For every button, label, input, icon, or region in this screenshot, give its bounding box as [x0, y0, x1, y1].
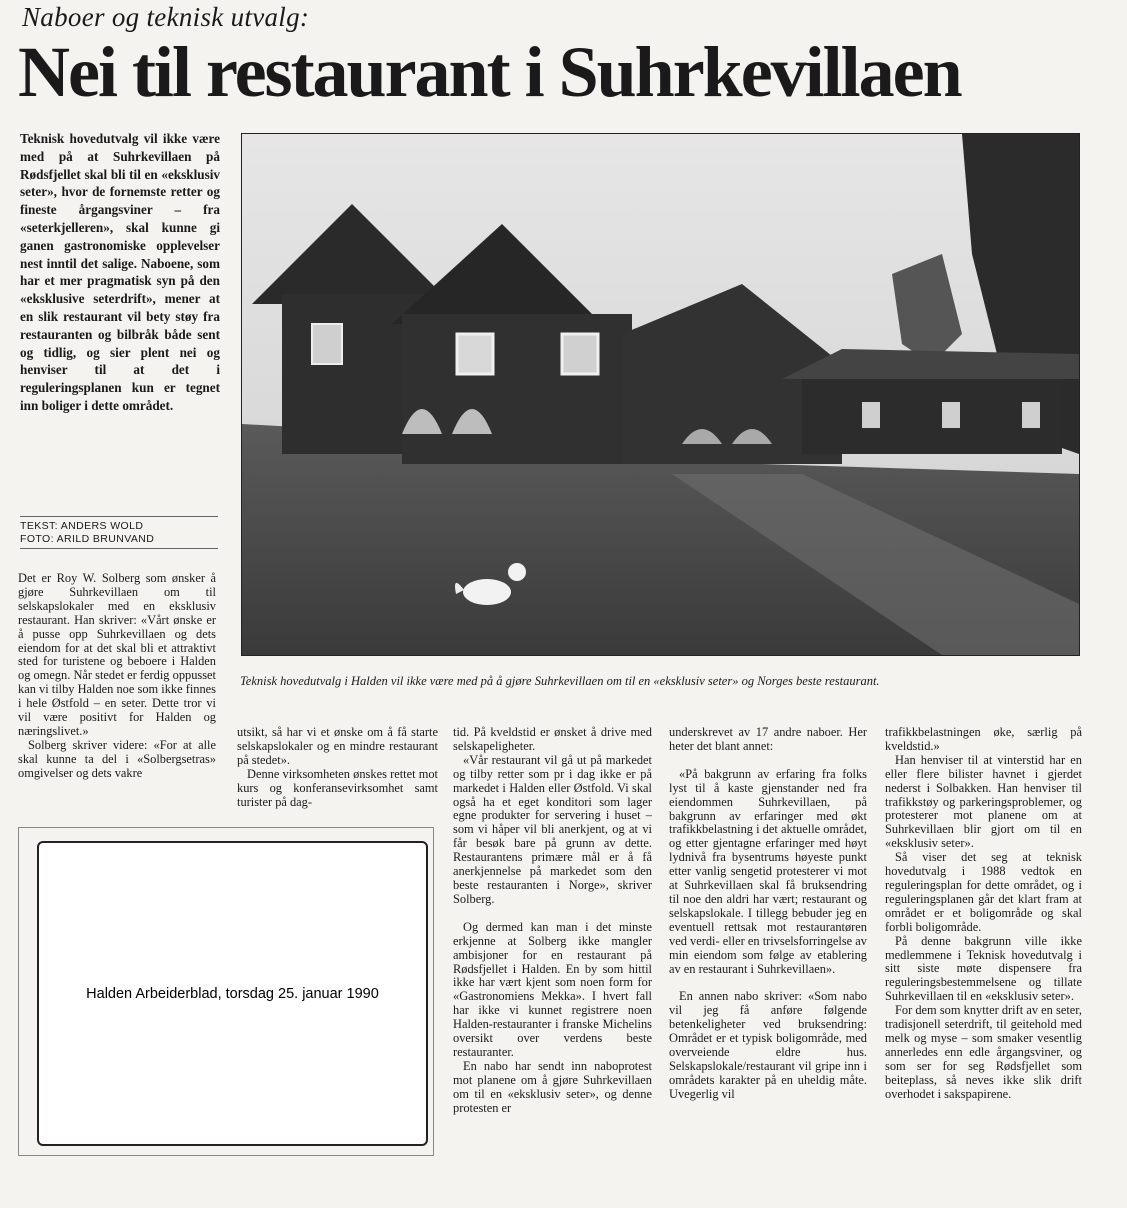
- kicker: Naboer og teknisk utvalg:: [22, 2, 310, 32]
- column-5: [885, 726, 1082, 1101]
- paragraph: underskrevet av 17 andre naboer. Her heter det blant annet:: [669, 725, 867, 753]
- paragraph: «Vår restaurant vil gå ut på markedet og tilby retter som pr i dag ikke er på markedet i Halden eller Østfold. Vi skal også ha et eget konditori som lager egne produkter for servering i huset – som vi håper vil bli anerkjent, og at vi får besøk bare på grunn av dette. Restaurantens primære mål er å få anerkjennelse på markedet som den beste restauranten i Norge», skriver Solberg.: [453, 752, 652, 906]
- paragraph: Så viser det seg at teknisk hovedutvalg i 1988 vedtok en reguleringsplan for dette området, og i reguleringsplanen går det klart fram at området er et boligområde og skal forbli boligområde.: [885, 850, 1082, 934]
- paragraph: trafikkbelastningen øke, særlig på kveldstid.»: [885, 725, 1082, 753]
- ingress: Teknisk hovedutvalg vil ikke være med på at Suhrkevillaen på Rødsfjellet skal bli til en «eksklusiv seter», hvor de fornemste retter og fineste årgangsviner – fra «seterkjelleren», skal kunne gi ganen gastronomiske opplevelser nest inntil det salige. Naboene, som har et mer pragmatisk syn på den «eksklusive seterdrift», mener at en slik restaurant vil bety støy fra restauranten og bilbråk både sent og tidlig, og sier plent nei og henviser til at det i reguleringsplanen kun er tegnet inn boliger i dette området.: [20, 131, 220, 413]
- paragraph: tid. På kveldstid er ønsket å drive med selskapeligheter.: [453, 725, 652, 753]
- paragraph: utsikt, så har vi et ønske om å få starte selskapslokaler og en mindre restaurant på stedet».: [237, 725, 438, 767]
- byline: [20, 516, 218, 549]
- paragraph: Det er Roy W. Solberg som ønsker å gjøre Suhrkevillaen om til selskapslokaler med en eksklusiv restaurant. Han skriver: «Vårt ønske er å pusse opp Suhrkevillaen og dets eiendom for at det skal bli et attraktivt sted for turistene og beboere i Halden og omegn. Når stedet er ferdig oppusset kan vi tilby Halden noe som ikke finnes i hele Østfold – en seter. Dette tror vi vil være positivt for Halden og næringslivet.»: [18, 571, 216, 738]
- villa-photo: [241, 133, 1080, 656]
- paragraph: En annen nabo skriver: «Som nabo vil jeg få anføre følgende betenkeligheter ved bruksendring: Området er et typisk boligområde, med overveiende eldre hus. Selskapslokale/restaurant vil gripe inn i områdets karakter på en uheldig måte. Uvegerlig vil: [669, 989, 867, 1101]
- column-4: [669, 726, 867, 1102]
- byline-text: TEKST: ANDERS WOLD: [20, 520, 144, 532]
- byline-photo: FOTO: ARILD BRUNVAND: [20, 533, 155, 545]
- column-1: [18, 572, 216, 781]
- paragraph: På denne bakgrunn ville ikke medlemmene i Teknisk hovedutvalg i sitt siste møte dispensere fra reguleringsbestemmelsene og tillate Suhrkevillaen til en «eksklusiv seter».: [885, 933, 1082, 1004]
- paragraph: Solberg skriver videre: «For at alle skal kunne ta del i «Solbergsetras» omgivelser og dets vakre: [18, 737, 216, 780]
- photo-caption: Teknisk hovedutvalg i Halden vil ikke være med på å gjøre Suhrkevillaen om til en «eksklusiv seter» og Norges beste restaurant.: [240, 674, 880, 688]
- source-note-box: [37, 841, 428, 1146]
- column-2: [237, 726, 438, 809]
- paragraph: Og dermed kan man i det minste erkjenne at Solberg ikke mangler ambisjoner for en restaurant på Rødsfjellet i Halden. En by som hittil ikke har vært kjent som noen form for «Gastronomiens Mekka». I hvert fall har ikke vi kunnet registrere noen Halden-restauranter i franske Michelins oversikt over verdens beste restauranter.: [453, 919, 652, 1059]
- column-3: [453, 726, 652, 1115]
- paragraph: Han henviser til at vinterstid har en eller flere bilister havnet i gjerdet nederst i Solbakken. Han henviser til trafikkstøy og parkeringsproblemer, og protesterer mot planene om at Suhrkevillaen blir gjort om til en «eksklusiv seter».: [885, 752, 1082, 851]
- headline: Nei til restaurant i Suhrkevillaen: [18, 32, 961, 112]
- paragraph: «På bakgrunn av erfaring fra folks lyst til å kaste gjenstander ned fra eiendommen Suhrkevillaen, på bakgrunn av erfaringer med økt trafikkbelastning i det aktuelle området, og etter gjentagne erfaringer med høyt lydnivå fra bysentrums høyeste punkt etter vanlig sengetid protesterer vi mot at Suhrkevillaen skal få bruksendring til noe den aldri har vært; restaurant og selskapslokale. I tillegg bebuder jeg en eventuell rettsak mot restaurantøren ved verdi- eller en trivselsforringelse av min eiendom som følge av etablering av en restaurant i Suhrkevillaen».: [669, 766, 867, 976]
- paragraph: En nabo har sendt inn naboprotest mot planene om å gjøre Suhrkevillaen om til en «eksklusiv seter», og denne protesten er: [453, 1058, 652, 1115]
- paragraph: For dem som knytter drift av en seter, tradisjonell seterdrift, til geitehold med melk og myse – som smaker vesentlig annerledes enn edle årgangsviner, og som ser for seg Rødsfjellet som beiteplass, så neves ikke slik drift overhodet i sakspapirene.: [885, 1003, 1082, 1101]
- source-note-text: Halden Arbeiderblad, torsdag 25. januar 1990: [86, 985, 379, 1002]
- paragraph: Denne virksomheten ønskes rettet mot kurs og konferansevirksomhet samt turister på dag-: [237, 766, 438, 809]
